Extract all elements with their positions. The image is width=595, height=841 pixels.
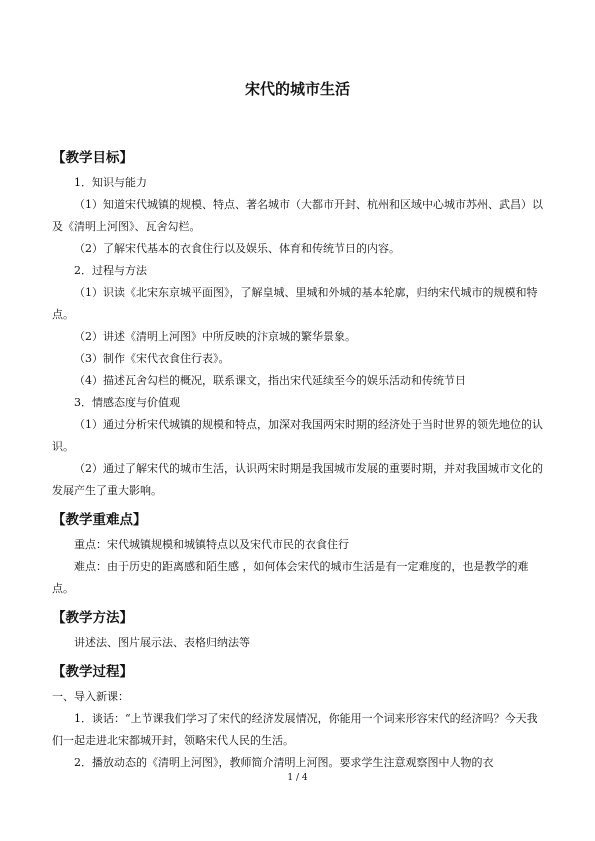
paragraph-line: 3．情感态度与价值观 [74,396,180,409]
paragraph-line: 1．知识与能力 [74,176,147,189]
paragraph-line: （1）知道宋代城镇的规模、特点、著名城市（大都市开封、杭州和区域中心城市苏州、武昌）以及《清明上河图》、瓦舍勾栏。 [52,198,543,233]
section-heading: 【教学过程】 [52,664,133,680]
paragraph-line: 难点：由于历史的距离感和陌生感 ，如何体会宋代的城市生活是有一定难度的，也是教学的难点。 [52,560,529,595]
section-heading: 【教学方法】 [52,610,133,626]
paragraph-line: （3）制作《宋代衣食住行表》。 [74,352,230,365]
paragraph-line: （4）描述瓦舍勾栏的概况，联系课文，指出宋代延续至今的娱乐活动和传统节日 [74,374,466,387]
page-title: 宋代的城市生活 [244,80,350,98]
paragraph-line: （2）通过了解宋代的城市生活，认识两宋时期是我国城市发展的重要时期，并对我国城市文化的发展产生了重大影响。 [52,462,543,497]
paragraph-line: （2）了解宋代基本的衣食住行以及娱乐、体育和传统节日的内容。 [74,242,400,255]
section-heading: 【教学重难点】 [52,512,147,528]
paragraph-line: 2．播放动态的《清明上河图》，教师简介清明上河图。要求学生注意观察图中人物的衣 [74,756,494,769]
paragraph-line: 一、导入新课： [52,690,129,703]
paragraph-line: 1．谈话：“上节课我们学习了宋代的经济发展情况，你能用一个词来形容宋代的经济吗？今天我们一起走进北宋都城开封，领略宋代人民的生活。 [52,712,538,747]
paragraph-line: 讲述法、图片展示法、表格归纳法等 [74,636,250,649]
page-number: 1 / 4 [287,773,308,783]
paragraph-line: （2）讲述《清明上河图》中所反映的汴京城的繁华景象。 [74,330,356,343]
paragraph-line: 2．过程与方法 [74,264,147,277]
section-heading: 【教学目标】 [52,150,133,166]
paragraph-line: 重点：宋代城镇规模和城镇特点以及宋代市民的衣食住行 [74,538,349,551]
paragraph-line: （1）识读《北宋东京城平面图》，了解皇城、里城和外城的基本轮廓，归纳宋代城市的规模和特点。 [52,286,538,321]
paragraph-line: （1）通过分析宋代城镇的规模和特点，加深对我国两宋时期的经济处于当时世界的领先地位的认识。 [52,418,543,453]
document-body [52,140,547,774]
